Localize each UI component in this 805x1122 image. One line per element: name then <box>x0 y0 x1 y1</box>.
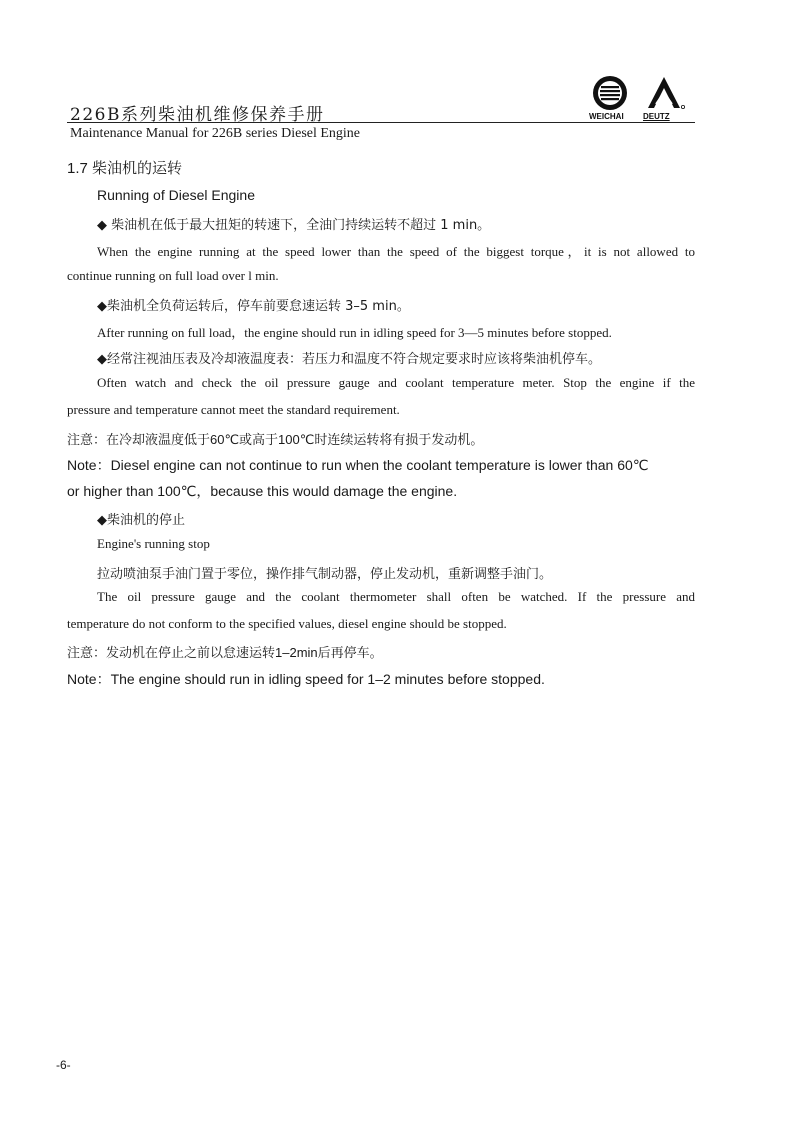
paragraph-1-english-line-1: When the engine running at the speed lower than the speed of the biggest torque，it is not allowed to <box>97 244 695 259</box>
note-1-english-line-1: Note：Diesel engine can not continue to run when the coolant temperature is lower than 60℃ <box>67 457 649 473</box>
page-header <box>0 0 805 150</box>
paragraph-3-english-line-1: Often watch and check the oil pressure gauge and coolant temperature meter. Stop the engine if the <box>97 375 695 390</box>
paragraph-4-english-line-2: temperature do not conform to the specified values, diesel engine should be stopped. <box>67 616 507 631</box>
note-2-chinese: 注意：发动机在停止之前以怠速运转1–2min后再停车。 <box>67 645 383 660</box>
deutz-emblem-icon <box>640 74 688 112</box>
paragraph-1-english-line-2: continue running on full load over l min. <box>67 268 279 283</box>
deutz-logo <box>640 74 688 122</box>
weichai-emblem-icon <box>588 74 632 112</box>
stop-heading-chinese: ◆柴油机的停止 <box>97 513 185 528</box>
paragraph-1-chinese: ◆ 柴油机在低于最大扭矩的转速下，全油门持续运转不超过 1 min。 <box>97 218 491 233</box>
paragraph-3-chinese: ◆经常注视油压表及冷却液温度表：若压力和温度不符合规定要求时应该将柴油机停车。 <box>97 352 601 367</box>
header-title-chinese: 226B系列柴油机维修保养手册 <box>70 105 325 125</box>
header-divider <box>67 122 695 123</box>
section-heading-english: Running of Diesel Engine <box>97 187 255 203</box>
weichai-logo-text: WEICHAI <box>589 112 624 121</box>
paragraph-2-english: After running on full load，the engine should run in idling speed for 3—5 minutes before stopped. <box>97 325 612 340</box>
page-number: -6- <box>56 1058 71 1072</box>
header-title-english: Maintenance Manual for 226B series Diesel Engine <box>70 126 361 141</box>
paragraph-4-english-line-1: The oil pressure gauge and the coolant thermometer shall often be watched. If the pressure and <box>97 589 695 604</box>
paragraph-2-chinese: ◆柴油机全负荷运转后，停车前要怠速运转 3–5 min。 <box>97 299 410 314</box>
stop-heading-english: Engine's running stop <box>97 536 210 551</box>
note-1-chinese: 注意：在冷却液温度低于60℃或高于100℃时连续运转将有损于发动机。 <box>67 432 484 447</box>
section-heading: 1.7 柴油机的运转 <box>67 160 183 177</box>
paragraph-4-chinese: 拉动喷油泵手油门置于零位，操作排气制动器，停止发动机，重新调整手油门。 <box>97 567 553 582</box>
deutz-logo-text: DEUTZ <box>643 112 670 121</box>
paragraph-3-english-line-2: pressure and temperature cannot meet the standard requirement. <box>67 402 400 417</box>
weichai-logo <box>588 74 632 122</box>
note-1-english-line-2: or higher than 100℃，because this would damage the engine. <box>67 483 458 499</box>
note-2-english: Note：The engine should run in idling speed for 1–2 minutes before stopped. <box>67 671 545 687</box>
